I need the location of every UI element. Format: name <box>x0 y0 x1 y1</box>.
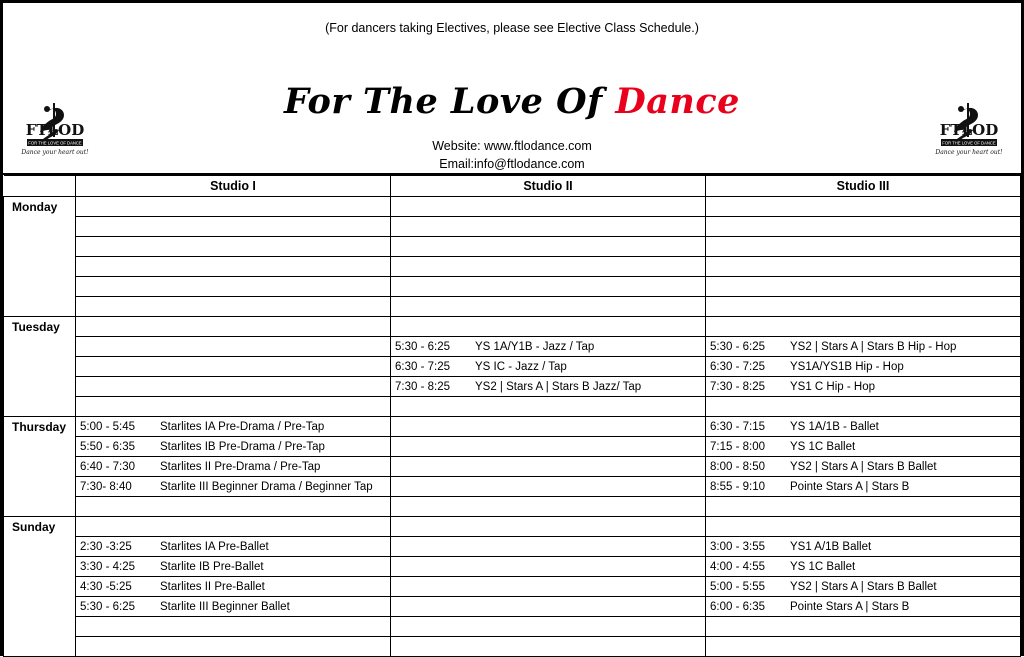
class-slot-content <box>76 457 390 476</box>
logo-text-top: FTLOD <box>25 121 85 139</box>
class-label: YS 1A/Y1B - Jazz / Tap <box>475 340 595 353</box>
website-line: Website: www.ftlodance.com <box>432 139 592 153</box>
empty-slot <box>76 517 391 537</box>
class-slot[interactable] <box>391 377 706 397</box>
ftlod-logo-icon <box>931 101 1007 163</box>
class-time: 7:30 - 8:25 <box>395 380 450 393</box>
table-row <box>4 197 1021 217</box>
class-time: 7:15 - 8:00 <box>710 440 765 453</box>
class-slot-content <box>706 357 1020 376</box>
class-slot[interactable] <box>76 417 391 437</box>
class-label: Starlites II Pre-Drama / Pre-Tap <box>160 460 321 473</box>
page-title <box>3 81 1021 122</box>
class-time: 5:50 - 6:35 <box>80 440 135 453</box>
table-row <box>4 237 1021 257</box>
class-slot[interactable] <box>706 577 1021 597</box>
empty-slot <box>76 297 391 317</box>
class-slot[interactable] <box>706 557 1021 577</box>
class-label: YS1A/YS1B Hip - Hop <box>790 360 904 373</box>
class-label: Starlites IB Pre-Drama / Pre-Tap <box>160 440 325 453</box>
class-time: 5:00 - 5:45 <box>80 420 135 433</box>
day-label-tuesday: Tuesday <box>4 317 76 417</box>
email-line: Email:info@ftlodance.com <box>439 157 585 171</box>
empty-slot <box>391 457 706 477</box>
class-time: 6:30 - 7:15 <box>710 420 765 433</box>
class-time: 6:00 - 6:35 <box>710 600 765 613</box>
svg-text:FOR THE LOVE OF DANCE: FOR THE LOVE OF DANCE <box>942 140 996 146</box>
class-slot[interactable] <box>76 577 391 597</box>
table-row <box>4 417 1021 437</box>
class-slot[interactable] <box>76 477 391 497</box>
class-slot-content <box>706 437 1020 456</box>
class-slot-content <box>706 377 1020 396</box>
class-slot[interactable] <box>706 377 1021 397</box>
empty-slot <box>391 477 706 497</box>
class-label: YS 1C Ballet <box>790 440 856 453</box>
empty-slot <box>76 257 391 277</box>
class-time: 2:30 -3:25 <box>80 540 132 553</box>
table-row <box>4 377 1021 397</box>
empty-slot <box>391 297 706 317</box>
empty-slot <box>391 237 706 257</box>
column-header-studio3: Studio III <box>706 176 1021 197</box>
ftlod-logo-icon <box>17 101 93 163</box>
class-label: Starlite III Beginner Ballet <box>160 600 290 613</box>
table-row <box>4 217 1021 237</box>
class-slot-content <box>391 377 705 396</box>
empty-slot <box>391 397 706 417</box>
class-time: 8:55 - 9:10 <box>710 480 765 493</box>
class-slot[interactable] <box>391 337 706 357</box>
class-slot-content <box>391 357 705 376</box>
class-time: 3:00 - 3:55 <box>710 540 765 553</box>
empty-slot <box>706 297 1021 317</box>
column-header-studio1: Studio I <box>76 176 391 197</box>
empty-slot <box>391 617 706 637</box>
class-time: 7:30- 8:40 <box>80 480 132 493</box>
class-time: 5:30 - 6:25 <box>710 340 765 353</box>
page-title-part1: For The Love Of <box>284 81 616 122</box>
table-row <box>4 317 1021 337</box>
class-slot-content <box>706 337 1020 356</box>
class-slot-content <box>76 417 390 436</box>
table-row <box>4 637 1021 657</box>
class-slot-content <box>76 537 390 556</box>
class-slot[interactable] <box>706 437 1021 457</box>
class-label: YS2 | Stars A | Stars B Jazz/ Tap <box>475 380 642 393</box>
empty-slot <box>76 237 391 257</box>
class-slot[interactable] <box>706 537 1021 557</box>
empty-slot <box>706 217 1021 237</box>
empty-slot <box>391 517 706 537</box>
class-time: 8:00 - 8:50 <box>710 460 765 473</box>
empty-slot <box>706 317 1021 337</box>
class-label: YS1 C Hip - Hop <box>790 380 876 393</box>
empty-slot <box>706 517 1021 537</box>
class-label: YS1 A/1B Ballet <box>790 540 872 553</box>
empty-slot <box>76 217 391 237</box>
empty-slot <box>391 537 706 557</box>
day-label-monday: Monday <box>4 197 76 317</box>
table-row <box>4 357 1021 377</box>
logo-text-bottom: Dance your heart out! <box>21 149 89 156</box>
column-header-studio2: Studio II <box>391 176 706 197</box>
empty-slot <box>706 497 1021 517</box>
class-slot-content <box>706 537 1020 556</box>
class-slot[interactable] <box>706 597 1021 617</box>
empty-slot <box>76 397 391 417</box>
class-label: Starlite IB Pre-Ballet <box>160 560 264 573</box>
table-row <box>4 557 1021 577</box>
class-slot-content <box>706 577 1020 596</box>
class-slot-content <box>76 557 390 576</box>
empty-slot <box>391 577 706 597</box>
class-label: YS 1A/1B - Ballet <box>790 420 879 433</box>
page-header <box>3 3 1021 175</box>
class-label: YS IC - Jazz / Tap <box>475 360 567 373</box>
class-slot-content <box>76 597 390 616</box>
class-slot[interactable] <box>706 457 1021 477</box>
empty-slot <box>391 557 706 577</box>
class-slot[interactable] <box>706 477 1021 497</box>
class-label: YS 1C Ballet <box>790 560 856 573</box>
class-label: Pointe Stars A | Stars B <box>790 600 910 613</box>
empty-slot <box>391 497 706 517</box>
class-slot[interactable] <box>391 357 706 377</box>
class-time: 5:30 - 6:25 <box>395 340 450 353</box>
empty-slot <box>76 377 391 397</box>
table-header-row <box>4 176 1021 197</box>
table-row <box>4 617 1021 637</box>
empty-slot <box>706 277 1021 297</box>
class-slot[interactable] <box>76 457 391 477</box>
logo-left <box>17 101 93 163</box>
empty-slot <box>706 637 1021 657</box>
contact-info <box>3 137 1021 173</box>
class-slot[interactable] <box>706 357 1021 377</box>
class-label: YS2 | Stars A | Stars B Ballet <box>790 460 937 473</box>
class-slot[interactable] <box>76 537 391 557</box>
logo-text-mid: FOR THE LOVE OF DANCE <box>28 140 82 146</box>
table-row <box>4 257 1021 277</box>
empty-slot <box>706 397 1021 417</box>
class-time: 4:00 - 4:55 <box>710 560 765 573</box>
schedule-table <box>3 175 1021 657</box>
class-time: 6:30 - 7:25 <box>710 360 765 373</box>
class-label: Pointe Stars A | Stars B <box>790 480 910 493</box>
class-time: 3:30 - 4:25 <box>80 560 135 573</box>
table-row <box>4 477 1021 497</box>
class-slot[interactable] <box>706 417 1021 437</box>
class-label: Starlites IA Pre-Ballet <box>160 540 269 553</box>
class-time: 4:30 -5:25 <box>80 580 132 593</box>
empty-slot <box>391 197 706 217</box>
class-slot-content <box>706 477 1020 496</box>
class-label: Starlite III Beginner Drama / Beginner Tap <box>160 480 373 493</box>
class-time: 6:30 - 7:25 <box>395 360 450 373</box>
empty-slot <box>76 317 391 337</box>
class-slot-content <box>706 557 1020 576</box>
empty-slot <box>706 237 1021 257</box>
class-time: 5:30 - 6:25 <box>80 600 135 613</box>
svg-text:Dance your heart out!: Dance your heart out! <box>935 149 1003 156</box>
class-slot-content <box>391 337 705 356</box>
class-slot[interactable] <box>706 337 1021 357</box>
empty-slot <box>391 257 706 277</box>
empty-slot <box>706 617 1021 637</box>
table-row <box>4 497 1021 517</box>
table-row <box>4 577 1021 597</box>
class-slot-content <box>706 417 1020 436</box>
class-slot-content <box>76 577 390 596</box>
empty-slot <box>76 277 391 297</box>
page-title-part2: Dance <box>615 81 740 122</box>
class-slot[interactable] <box>76 437 391 457</box>
empty-slot <box>391 277 706 297</box>
class-slot-content <box>76 477 390 496</box>
empty-slot <box>391 637 706 657</box>
class-slot-content <box>76 437 390 456</box>
column-header-day <box>4 176 76 197</box>
class-time: 5:00 - 5:55 <box>710 580 765 593</box>
class-label: Starlites IA Pre-Drama / Pre-Tap <box>160 420 325 433</box>
table-row <box>4 277 1021 297</box>
class-label: YS2 | Stars A | Stars B Ballet <box>790 580 937 593</box>
table-row <box>4 397 1021 417</box>
day-label-sunday: Sunday <box>4 517 76 657</box>
table-row <box>4 437 1021 457</box>
table-row <box>4 337 1021 357</box>
class-time: 7:30 - 8:25 <box>710 380 765 393</box>
class-slot[interactable] <box>76 597 391 617</box>
empty-slot <box>391 317 706 337</box>
class-slot-content <box>706 457 1020 476</box>
empty-slot <box>391 597 706 617</box>
empty-slot <box>391 437 706 457</box>
elective-note: (For dancers taking Electives, please see Elective Class Schedule.) <box>325 21 699 35</box>
empty-slot <box>391 417 706 437</box>
class-label: Starlites II Pre-Ballet <box>160 580 265 593</box>
empty-slot <box>76 637 391 657</box>
empty-slot <box>76 197 391 217</box>
class-label: YS2 | Stars A | Stars B Hip - Hop <box>790 340 957 353</box>
class-time: 6:40 - 7:30 <box>80 460 135 473</box>
day-label-thursday: Thursday <box>4 417 76 517</box>
empty-slot <box>76 617 391 637</box>
class-slot-content <box>706 597 1020 616</box>
empty-slot <box>76 497 391 517</box>
table-row <box>4 537 1021 557</box>
empty-slot <box>706 197 1021 217</box>
empty-slot <box>76 357 391 377</box>
empty-slot <box>76 337 391 357</box>
svg-text:FTLOD: FTLOD <box>939 121 999 139</box>
table-row <box>4 457 1021 477</box>
class-slot[interactable] <box>76 557 391 577</box>
empty-slot <box>391 217 706 237</box>
logo-right <box>931 101 1007 163</box>
table-row <box>4 597 1021 617</box>
table-row <box>4 297 1021 317</box>
table-row <box>4 517 1021 537</box>
empty-slot <box>706 257 1021 277</box>
